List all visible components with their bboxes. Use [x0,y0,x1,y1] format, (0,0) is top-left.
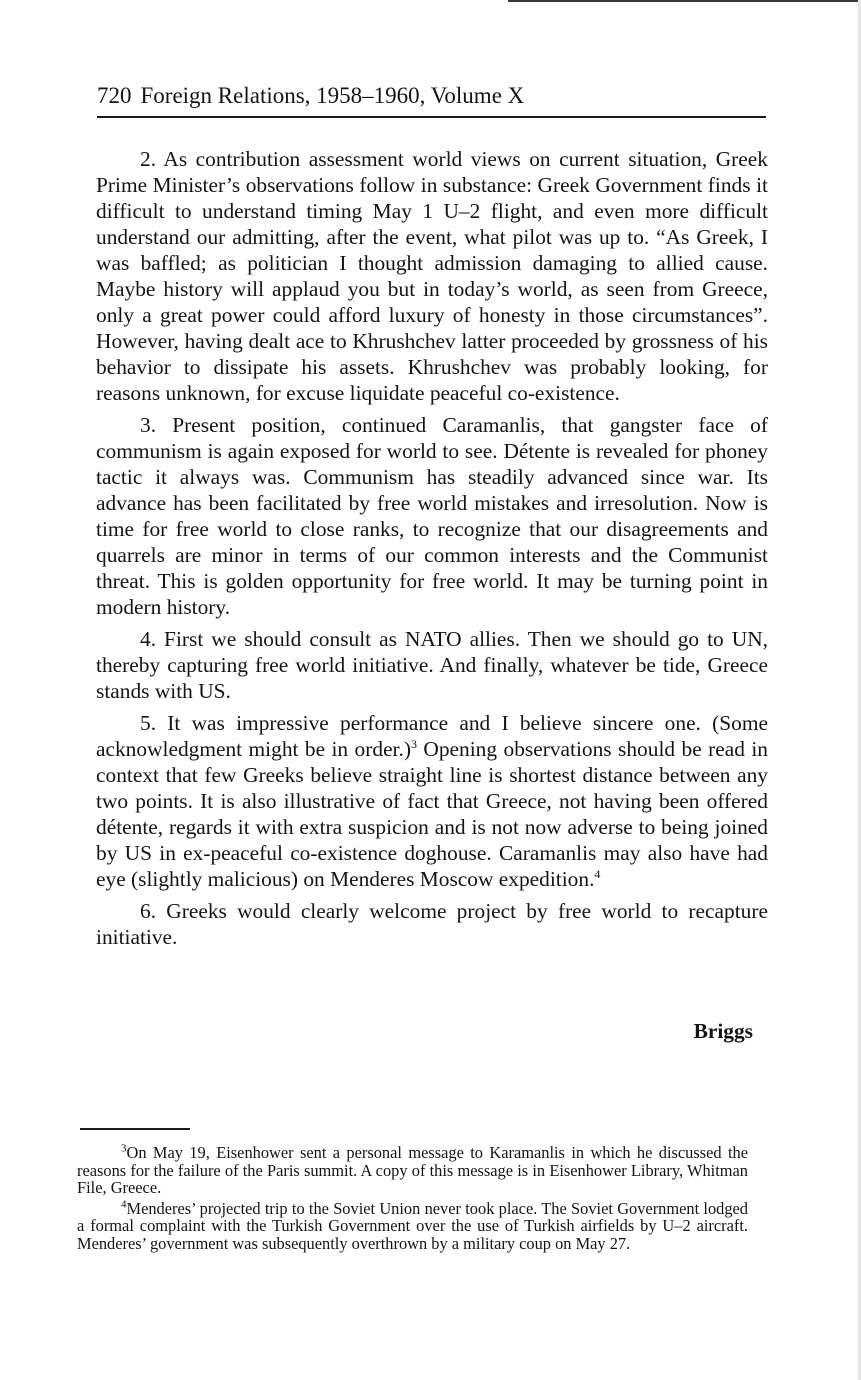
paragraph-5-text-a: 5. It was impressive performance and I believe sincere one. (Some acknowledgment might be in order.) [96,711,768,761]
footnote-divider [80,1128,190,1130]
paragraph-5 [96,710,768,892]
running-title: Foreign Relations, 1958–1960, Volume X [140,83,525,108]
footnote-text: Menderes’ projected trip to the Soviet Union never took place. The Soviet Government lodged a formal complaint with the Turkish Government over the use of Turkish airfields by U–2 aircraft. Menderes’ government was subsequently overthrown by a military coup on May 27. [77,1198,748,1253]
paragraph-6: 6. Greeks would clearly welcome project by free world to recapture initiative. [96,899,768,949]
footnotes [77,1144,748,1255]
footnote-text: On May 19, Eisenhower sent a personal message to Karamanlis in which he discussed the reasons for the failure of the Paris summit. A copy of this message is in Eisenhower Library, Whitman File, Greece. [77,1143,748,1197]
signature: Briggs [693,1019,753,1043]
footnote-4 [77,1200,748,1253]
paragraph-3: 3. Present position, continued Caramanlis, that gangster face of communism is again exposed for world to see. Détente is revealed for phoney tactic it always was. Communism has steadily advanced since war. Its advance has been facilitated by free world mistakes and irresolution. Now is time for free world to close ranks, to recognize that our disagreements and quarrels are minor in terms of our common interests and the Communist threat. This is golden opportunity for free world. It may be turning point in modern history. [96,413,768,619]
telegram-body [96,146,768,956]
running-header [97,82,766,118]
footnote-ref-4: 4 [594,866,601,881]
top-edge-rule [508,0,861,2]
footnote-number: 3 [121,1142,127,1155]
paragraph-4: 4. First we should consult as NATO allies. Then we should go to UN, thereby capturing free world initiative. And finally, whatever be tide, Greece stands with US. [96,627,768,703]
footnote-number: 4 [121,1198,127,1211]
paragraph-5-text-b: Opening observations should be read in context that few Greeks believe straight line is shortest distance between any two points. It is also illustrative of fact that Greece, not having been offered détente, regards it with extra suspicion and is not now adverse to being joined by US in ex-peaceful co-existence doghouse. Caramanlis may also have had eye (slightly malicious) on Menderes Moscow expedition. [96,737,768,891]
paragraph-2: 2. As contribution assessment world views on current situation, Greek Prime Minister’s observations follow in substance: Greek Government finds it difficult to understand timing May 1 U–2 flight, and even more difficult understand our admitting, after the event, what pilot was up to. “As Greek, I was baffled; as politician I thought admission damaging to allied cause. Maybe history will applaud you but in today’s world, as seen from Greece, only a great power could afford luxury of honesty in those circumstances”. However, having dealt ace to Khrushchev latter proceeded by grossness of his behavior to dissipate his assets. Khrushchev was probably looking, for reasons unknown, for excuse liquidate peaceful co-existence. [96,147,768,405]
footnote-3 [77,1144,748,1197]
footnote-ref-3: 3 [410,736,417,751]
page-number: 720 [97,83,132,108]
